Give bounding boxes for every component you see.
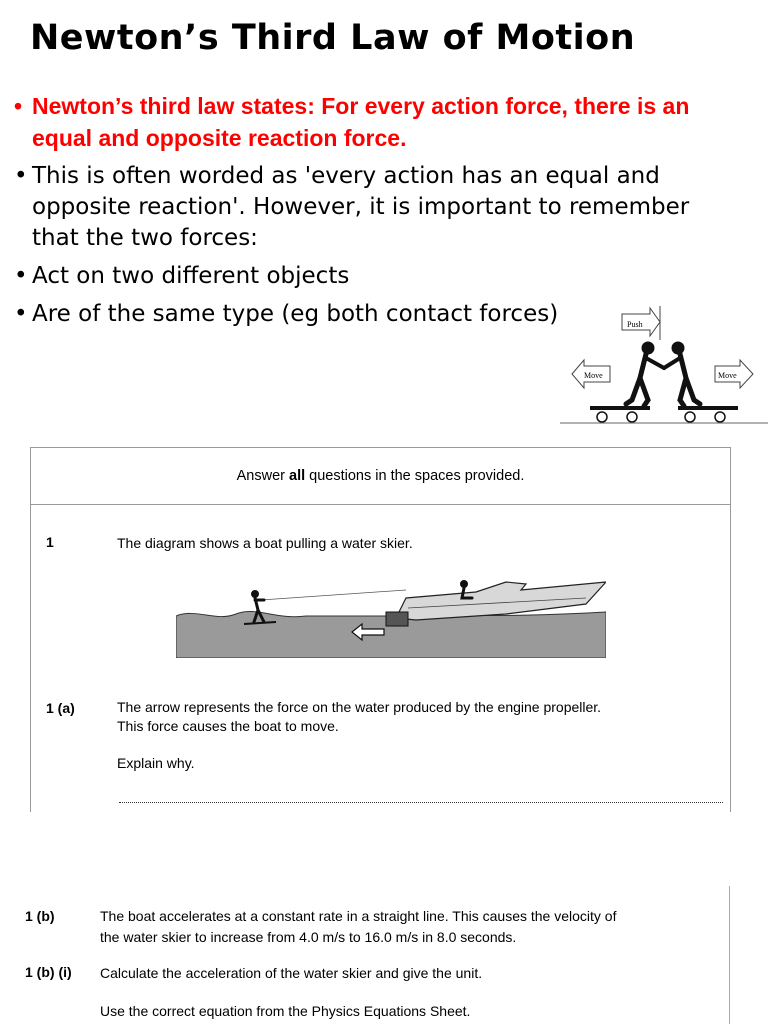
q1a-number: 1 (a) [46, 700, 75, 716]
left-skater-figure [626, 342, 664, 406]
right-skater-figure [664, 342, 700, 406]
tow-rope [261, 590, 406, 600]
right-skateboard [678, 406, 738, 422]
slide-title: Newton’s Third Law of Motion [30, 18, 636, 58]
q1a-line-1: The arrow represents the force on the water produced by the engine propeller. [117, 699, 602, 715]
bullet-third-law-statement [14, 90, 714, 154]
bullet-text: Newton’s third law states: For every action force, there is an equal and opposite reaction force. [32, 93, 690, 151]
bullet-two-objects [14, 261, 714, 292]
instruction-header [31, 448, 730, 505]
q1bi-text: Calculate the acceleration of the water skier and give the unit. [100, 965, 483, 981]
boat-skier-diagram [176, 578, 606, 658]
bullet-text: Act on two different objects [32, 263, 350, 289]
q1a-text [117, 698, 601, 736]
move-left-arrow [572, 360, 610, 388]
bullet-text: This is often worded as 'every action has an equal and opposite reaction'. However, it is important to remember that the two forces: [32, 163, 690, 251]
engine-propeller [386, 612, 408, 626]
q1-number: 1 [46, 534, 54, 550]
q1a-prompt: Explain why. [117, 755, 195, 771]
push-arrow [622, 308, 660, 336]
q1-text: The diagram shows a boat pulling a water skier. [117, 535, 413, 551]
left-skateboard [590, 406, 650, 422]
q1b-line-1: The boat accelerates at a constant rate in a straight line. This causes the velocity of [100, 908, 617, 924]
q1bi-hint: Use the correct equation from the Physics Equations Sheet. [100, 1003, 471, 1019]
bullet-text: Are of the same type (eg both contact forces) [32, 301, 559, 327]
bullet-dot: • [14, 93, 23, 119]
q1b-line-2: the water skier to increase from 4.0 m/s to 16.0 m/s in 8.0 seconds. [100, 929, 517, 945]
move-right-arrow [715, 360, 753, 388]
exam-question-panel [30, 447, 731, 812]
skaters-push-diagram [560, 300, 768, 428]
instruction-text-end: questions in the spaces provided. [305, 468, 525, 484]
exam-question-panel-2 [0, 886, 730, 1024]
instruction-emphasis: all [289, 468, 306, 484]
q1b-number: 1 (b) [25, 908, 55, 924]
q1a-line-2: This force causes the boat to move. [117, 718, 339, 734]
move-left-label: Move [584, 371, 603, 380]
bullet-dot: • [14, 163, 28, 189]
q1bi-number: 1 (b) (i) [25, 964, 72, 980]
instruction-text: Answer [236, 468, 289, 484]
move-right-label: Move [718, 371, 737, 380]
answer-line[interactable] [119, 802, 723, 803]
q1b-text [100, 906, 616, 948]
bullet-common-wording [14, 161, 714, 254]
push-label: Push [627, 320, 643, 329]
bullet-dot: • [14, 263, 28, 289]
bullet-dot: • [14, 301, 28, 327]
